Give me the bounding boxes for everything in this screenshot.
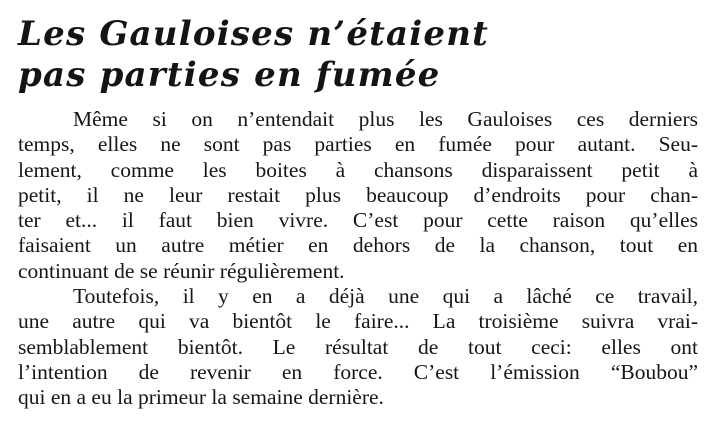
- text-line: petit, il ne leur restait plus beaucoup d’endroits pour chan-: [18, 182, 698, 207]
- article-headline: [18, 14, 489, 96]
- text-line: ter et... il faut bien vivre. C’est pour cette raison qu’elles: [18, 208, 698, 233]
- text-line: une autre qui va bientôt le faire... La troisième suivra vrai-: [18, 309, 698, 334]
- text-line: lement, comme les boites à chansons disparaissent petit à: [18, 157, 698, 182]
- headline-line: pas parties en fumée: [18, 55, 441, 95]
- text-line: Toutefois, il y en a déjà une qui a lâché ce travail,: [73, 284, 698, 309]
- article-body: [18, 107, 698, 411]
- headline-line: Les Gauloises n’étaient: [18, 14, 490, 54]
- paragraph-1: [18, 107, 698, 284]
- text-line: continuant de se réunir régulièrement.: [18, 258, 345, 283]
- text-line: l’intention de revenir en force. C’est l’émission “Boubou”: [18, 359, 698, 384]
- paragraph-2: [18, 284, 698, 410]
- text-line: Même si on n’entendait plus les Gauloises ces derniers: [73, 107, 698, 131]
- text-line: faisaient un autre métier en dehors de la chanson, tout en: [18, 233, 698, 258]
- text-line: semblablement bientôt. Le résultat de tout ceci: elles ont: [18, 334, 698, 359]
- text-line: qui en a eu la primeur la semaine dernière.: [18, 385, 384, 410]
- text-line: temps, elles ne sont pas parties en fumée pour autant. Seu-: [18, 132, 698, 157]
